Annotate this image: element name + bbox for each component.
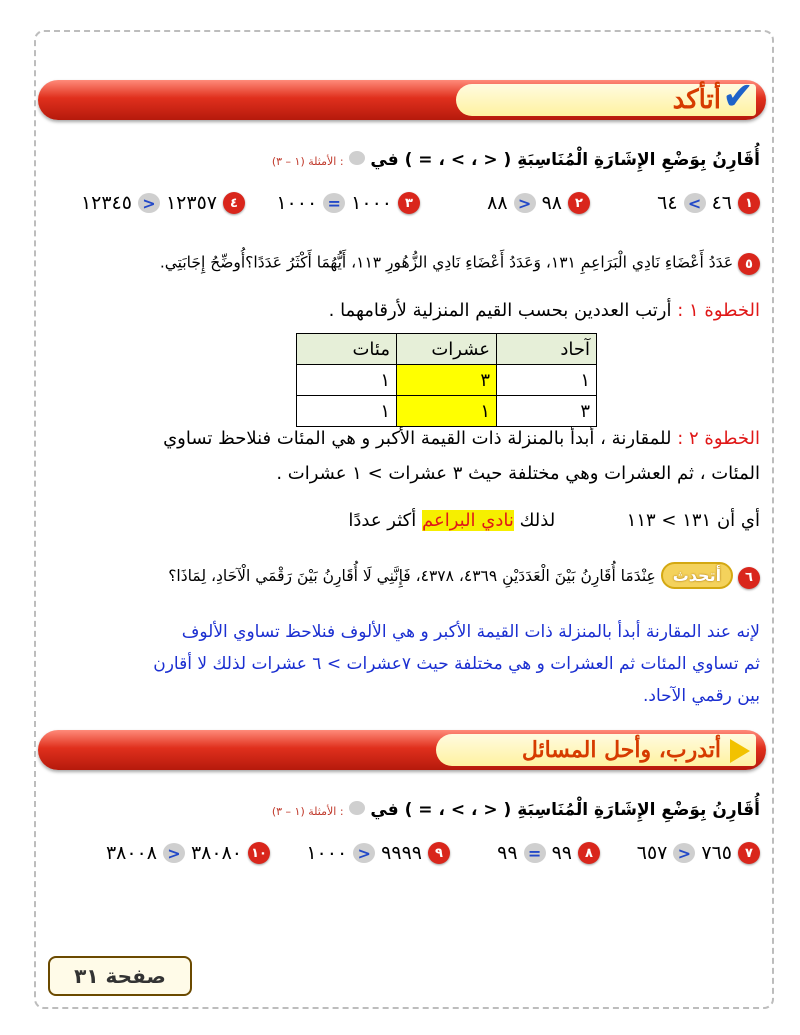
exercise — [637, 842, 760, 864]
step-label: الخطوة ١ : — [677, 300, 760, 321]
instruction: أُقَارِنُ بِوَضْعِ الإِشَارَةِ الْمُنَاسِبَةِ ( < ، > ، = ) في : الأمثلة (١ – ٣) — [271, 150, 760, 170]
answer-line: بين رقمي الآحاد. — [642, 686, 760, 706]
exercise-number: ٩ — [428, 842, 450, 864]
table-cell: ١ — [497, 365, 597, 396]
triangle-icon — [730, 739, 750, 763]
sign-slot[interactable]: < — [673, 843, 695, 863]
sign-slot[interactable]: = — [524, 843, 546, 863]
exercise — [497, 842, 600, 864]
step-2 — [163, 428, 760, 449]
table-header: آحاد — [497, 334, 597, 365]
step-2-cont: المئات ، ثم العشرات وهي مختلفة حيث ٣ عشرات > ١ عشرات . — [276, 463, 760, 484]
right-value: ١٢٣٤٥ — [80, 192, 132, 214]
right-value: ٦٥٧ — [636, 842, 668, 864]
exercise — [106, 842, 270, 864]
right-value: ٨٨ — [487, 192, 508, 214]
left-value: ٩٨ — [541, 192, 562, 214]
step-label: الخطوة ٢ : — [677, 428, 760, 449]
conclusion-post: أكثر عددًا — [348, 510, 417, 531]
table-cell: ٣ — [497, 396, 597, 427]
exercise — [657, 192, 760, 214]
table-cell: ٣ — [397, 365, 497, 396]
right-value: ٣٨٠٠٨ — [105, 842, 157, 864]
examples-ref: : الأمثلة (١ – ٣) — [271, 805, 344, 818]
step-text: للمقارنة ، أبدأ بالمنزلة ذات القيمة الأكبر و هي المئات فنلاحظ تساوي — [163, 428, 672, 449]
question-6 — [168, 562, 760, 589]
question-text: عِنْدَمَا أُقَارِنُ بَيْنَ الْعَدَدَيْنِ ٤٣٦٩، ٤٣٧٨، فَإِنَّنِي لَا أُقَارِنُ بَيْنَ رَقْمَي الْآحَادِ، لِمَاذَا؟ — [168, 567, 656, 585]
exercise-number: ٧ — [738, 842, 760, 864]
talk-badge: أتحدث — [661, 562, 733, 589]
sign-slot[interactable]: < — [138, 193, 160, 213]
left-value: ١٢٣٥٧ — [165, 192, 217, 214]
answer-line: ثم تساوي المئات ثم العشرات و هي مختلفة حيث ٧عشرات > ٦ عشرات لذلك لا أقارن — [153, 654, 760, 674]
right-value: ١٠٠٠ — [306, 842, 348, 864]
conclusion-mid: لذلك — [519, 510, 556, 531]
right-value: ١٠٠٠ — [276, 192, 318, 214]
exercise — [487, 192, 590, 214]
place-value-table — [296, 333, 597, 427]
exercise — [306, 842, 450, 864]
table-cell: ١ — [297, 365, 397, 396]
highlighted-answer: نادي البراعم — [421, 510, 514, 531]
question-5 — [160, 253, 760, 275]
exercise — [81, 192, 245, 214]
exercise-row-2 — [40, 842, 760, 872]
left-value: ٣٨٠٨٠ — [190, 842, 242, 864]
section-title: أتأكد — [672, 85, 721, 115]
exercise-number: ٣ — [398, 192, 420, 214]
instruction: أُقَارِنُ بِوَضْعِ الإِشَارَةِ الْمُنَاسِبَةِ ( < ، > ، = ) في : الأمثلة (١ – ٣) — [271, 800, 760, 820]
table-cell: ١ — [397, 396, 497, 427]
right-value: ٩٩ — [497, 842, 518, 864]
exercise-number: ١ — [738, 192, 760, 214]
conclusion — [348, 510, 760, 531]
question-number: ٦ — [738, 567, 760, 589]
left-value: ٤٦ — [711, 192, 732, 214]
circle-placeholder-icon — [349, 801, 365, 815]
sign-slot[interactable]: < — [353, 843, 375, 863]
checkmark-icon: ✔ — [722, 74, 754, 118]
circle-placeholder-icon — [349, 151, 365, 165]
answer-line: لإنه عند المقارنة أبدأ بالمنزلة ذات القيمة الأكبر و هي الألوف فنلاحظ تساوي الألوف — [181, 622, 760, 642]
section-banner-check — [38, 74, 766, 120]
sign-slot[interactable]: = — [323, 193, 345, 213]
exercise-number: ١٠ — [248, 842, 270, 864]
step-1 — [329, 300, 760, 321]
page-number: صفحة ٣١ — [48, 956, 192, 996]
exercise-number: ٨ — [578, 842, 600, 864]
sign-slot[interactable]: > — [684, 193, 706, 213]
table-header: عشرات — [397, 334, 497, 365]
section-title: أتدرب، وأحل المسائل — [521, 737, 721, 763]
table-header: مئات — [297, 334, 397, 365]
sign-slot[interactable]: < — [514, 193, 536, 213]
left-value: ٧٦٥ — [701, 842, 732, 864]
table-cell: ١ — [297, 396, 397, 427]
left-value: ١٠٠٠ — [351, 192, 392, 214]
exercise-row-1 — [40, 192, 760, 222]
exercise-number: ٢ — [568, 192, 590, 214]
question-number: ٥ — [738, 253, 760, 275]
left-value: ٩٩٩٩ — [381, 842, 422, 864]
exercise-number: ٤ — [223, 192, 245, 214]
exercise — [276, 192, 420, 214]
sign-slot[interactable]: < — [163, 843, 185, 863]
step-text: أرتب العددين بحسب القيم المنزلية لأرقامهما . — [328, 300, 672, 321]
conclusion-pre: أي أن ١٣١ > ١١٣ — [626, 510, 760, 531]
examples-ref: : الأمثلة (١ – ٣) — [271, 155, 344, 168]
question-text: عَدَدُ أَعْضَاءِ نَادِي الْبَرَاعِمِ ١٣١، وَعَدَدُ أَعْضَاءِ نَادِي الزُّهُورِ ١١٣، أَيُّهُمَا أَكْثَرُ عَدَدًا؟أُوضِّحُ إِجَابَتِي. — [159, 253, 734, 272]
right-value: ٦٤ — [657, 192, 678, 214]
section-banner-practice — [38, 730, 766, 770]
left-value: ٩٩ — [551, 842, 572, 864]
